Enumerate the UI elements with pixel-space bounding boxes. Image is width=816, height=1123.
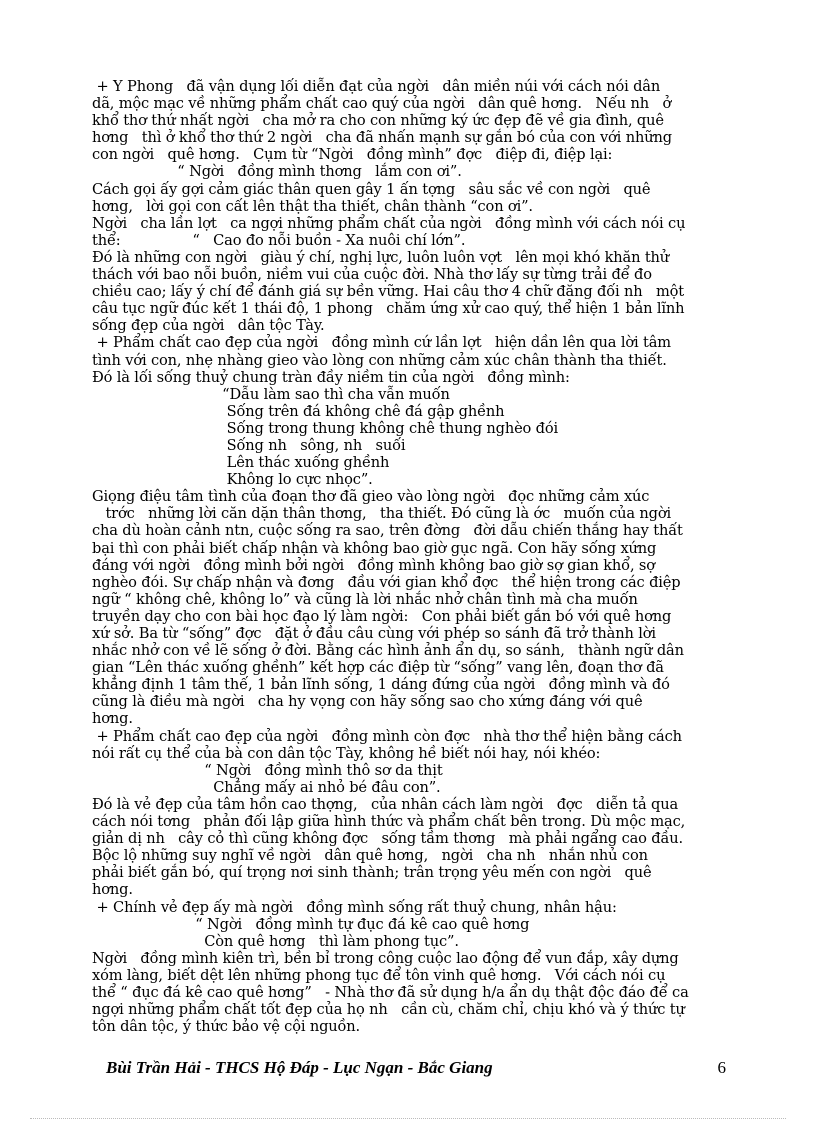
text-line: Còn quê hơng thì làm phong tục”. xyxy=(92,932,459,950)
text-line: hơng. xyxy=(92,881,133,899)
text-line: nhắc nhở con về lẽ sống ở đời. Bằng các hình ảnh ẩn dụ, so sánh, thành ngữ dân xyxy=(92,642,684,660)
text-line: cha dù hoàn cảnh ntn, cuộc sống ra sao, trên đờng đời dẫu chiến thắng hay thất xyxy=(92,522,683,540)
text-line: ngợi những phẩm chất tốt đẹp của họ nh cần cù, chăm chỉ, chịu khó và ý thức tự xyxy=(92,1001,685,1019)
text-line: Giọng điệu tâm tình của đoạn thơ đã gieo vào lòng ngời đọc những cảm xúc xyxy=(92,488,650,506)
page-number: 6 xyxy=(717,1058,726,1077)
text-line: “ Ngời đồng mình thô sơ da thịt xyxy=(92,761,443,779)
text-line: Ngời đồng mình kiên trì, bền bỉ trong công cuộc lao động để vun đắp, xây dựng xyxy=(92,949,679,967)
text-line: + Chính vẻ đẹp ấy mà ngời đồng mình sống rất thuỷ chung, nhân hậu: xyxy=(92,898,617,916)
text-line: hơng. xyxy=(92,710,133,728)
text-line: ngữ “ không chê, không lo” và cũng là lời nhắc nhở chân tình mà cha muốn xyxy=(92,590,638,608)
text-line: truyền dạy cho con bài học đạo lý làm ngời: Con phải biết gắn bó với quê hơng xyxy=(92,607,672,625)
text-line: Ngời cha lần lợt ca ngợi những phẩm chất của ngời đồng mình với cách nói cụ xyxy=(92,214,686,232)
bottom-divider xyxy=(30,1118,786,1119)
text-line: Cách gọi ấy gợi cảm giác thân quen gây 1 ấn tợng sâu sắc về con ngời quê xyxy=(92,180,651,198)
text-line: “Dẫu làm sao thì cha vẫn muốn xyxy=(92,385,450,403)
text-line: Lên thác xuống ghềnh xyxy=(92,454,390,472)
text-line: cách nói tơng phản đối lập giữa hình thức và phẩm chất bên trong. Dù mộc mạc, xyxy=(92,813,686,831)
text-line: giản dị nh cây cỏ thì cũng không đợc sống tầm thơng mà phải ngẩng cao đầu. xyxy=(92,830,684,848)
text-line: Sống nh sông, nh suối xyxy=(92,436,406,454)
text-line: Đó là vẻ đẹp của tâm hồn cao thợng, của nhân cách làm ngời đợc diễn tả qua xyxy=(92,795,679,813)
text-line: khổ thơ thứ nhất ngời cha mở ra cho con những ký ức đẹp đẽ về gia đình, quê xyxy=(92,112,664,130)
text-line: hơng thì ở khổ thơ thứ 2 ngời cha đã nhấn mạnh sự gắn bó của con với những xyxy=(92,129,672,147)
text-line: phải biết gắn bó, quí trọng nơi sinh thành; trân trọng yêu mến con ngời quê xyxy=(92,864,652,882)
text-line: khẳng định 1 tâm thế, 1 bản lĩnh sống, 1 dáng đứng của ngời đồng mình và đó xyxy=(92,676,670,694)
text-line: tình với con, nhẹ nhàng gieo vào lòng con những cảm xúc chân thành tha thiết. xyxy=(92,351,667,369)
text-line: con ngời quê hơng. Cụm từ “Ngời đồng mình” đợc điệp đi, điệp lại: xyxy=(92,146,613,164)
text-line: + Y Phong đã vận dụng lối diễn đạt của ngời dân miền núi với cách nói dân xyxy=(92,78,661,95)
text-line: đáng với ngời đồng mình bởi ngời đồng mình không bao giờ sợ gian khổ, sợ xyxy=(92,556,655,574)
body-text xyxy=(92,78,738,1035)
text-line: “ Ngời đồng mình thơng lắm con ơi”. xyxy=(92,163,462,181)
text-line: trớc những lời căn dặn thân thơng, tha thiết. Đó cũng là ớc muốn của ngời xyxy=(92,505,672,523)
text-line: gian “Lên thác xuống ghềnh” kết hợp các điệp từ “sống” vang lên, đoạn thơ đã xyxy=(92,659,664,677)
text-line: chiều cao; lấy ý chí để đánh giá sự bền vững. Hai câu thơ 4 chữ đăng đối nh một xyxy=(92,283,684,301)
text-line: Bộc lộ những suy nghĩ về ngời dân quê hơng, ngời cha nh nhắn nhủ con xyxy=(92,847,648,865)
text-line: Chẳng mấy ai nhỏ bé đâu con”. xyxy=(92,778,441,796)
page-footer xyxy=(106,1058,726,1086)
text-line: Sống trên đá không chê đá gập ghềnh xyxy=(92,402,505,420)
text-line: cũng là điều mà ngời cha hy vọng con hãy sống sao cho xứng đáng với quê xyxy=(92,693,643,711)
text-line: câu tục ngữ đúc kết 1 thái độ, 1 phong chăm ứng xử cao quý, thể hiện 1 bản lĩnh xyxy=(92,300,685,318)
text-line: thách với bao nỗi buồn, niềm vui của cuộc đời. Nhà thơ lấy sự từng trải để đo xyxy=(92,266,652,284)
text-line: dã, mộc mạc về những phẩm chất cao quý của ngời dân quê hơng. Nếu nh ở xyxy=(92,95,672,113)
text-line: nói rất cụ thể của bà con dân tộc Tày, không hề biết nói hay, nói khéo: xyxy=(92,744,601,762)
text-line: + Phẩm chất cao đẹp của ngời đồng mình cứ lần lợt hiện dần lên qua lời tâm xyxy=(92,334,671,352)
text-line: thể “ đục đá kê cao quê hơng” - Nhà thơ đã sử dụng h/a ẩn dụ thật độc đáo để ca xyxy=(92,983,689,1001)
text-line: + Phẩm chất cao đẹp của ngời đồng mình còn đợc nhà thơ thể hiện bằng cách xyxy=(92,727,682,745)
text-line: xóm làng, biết dệt lên những phong tục để tôn vinh quê hơng. Với cách nói cụ xyxy=(92,966,666,984)
text-line: “ Ngời đồng mình tự đục đá kê cao quê hơng xyxy=(92,915,530,933)
text-line: Không lo cực nhọc”. xyxy=(92,471,373,489)
text-line: tôn dân tộc, ý thức bảo vệ cội nguồn. xyxy=(92,1018,361,1036)
text-line: Đó là lối sống thuỷ chung tràn đầy niềm tin của ngời đồng mình: xyxy=(92,368,570,386)
text-line: Sống trong thung không chê thung nghèo đói xyxy=(92,419,559,437)
text-line: xứ sở. Ba từ “sống” đợc đặt ở đầu câu cùng với phép so sánh đã trở thành lời xyxy=(92,625,656,642)
text-line: hơng, lời gọi con cất lên thật tha thiết, chân thành “con ơi”. xyxy=(92,197,533,215)
text-line: bại thì con phải biết chấp nhận và không bao giờ gục ngã. Con hãy sống xứng xyxy=(92,539,657,557)
text-line: Đó là những con ngời giàu ý chí, nghị lực, luôn luôn vợt lên mọi khó khăn thử xyxy=(92,248,670,266)
text-line: sống đẹp của ngời dân tộc Tày. xyxy=(92,317,325,335)
text-line: thể: “ Cao đo nỗi buồn - Xa nuôi chí lớn”. xyxy=(92,231,466,249)
footer-author: Bùi Trần Hải - THCS Hộ Đáp - Lục Ngạn - Bắc Giang xyxy=(106,1058,493,1077)
text-line: nghèo đói. Sự chấp nhận và đơng đầu với gian khổ đợc thể hiện trong các điệp xyxy=(92,573,681,591)
